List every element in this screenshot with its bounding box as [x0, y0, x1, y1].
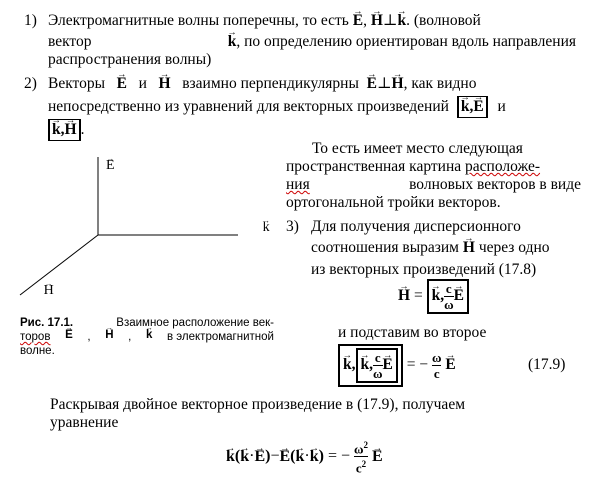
vector-H: → H	[371, 13, 383, 29]
bottom-paragraph: Раскрывая двойное векторное произведение в (17.9), получаем уравнение	[50, 396, 466, 431]
vector-k: → k	[398, 13, 407, 29]
vector-E: → E	[353, 13, 363, 29]
substitute-text: и подставим во второе	[338, 324, 487, 341]
cross-product-k-E: → k,→ E	[457, 96, 488, 118]
item-2-line-3: → k,→ H .	[48, 119, 84, 141]
item-2-line-2: непосредственно из уравнений для векторных произведений → k,→ E и	[48, 96, 576, 118]
label-k: → k	[263, 221, 270, 235]
equation-number: (17.9)	[528, 356, 566, 373]
label-H: → H	[44, 284, 54, 298]
equation-17-9: → k,→ k, $\frac{c}{\omega}$ → E = − $\frac{\omega}{c}$ → E	[338, 344, 456, 387]
item-2-line-1: Векторы → E и → H взаимно перпендикулярны → E⊥→ H, как видно	[48, 75, 576, 93]
item-1-number: 1)	[24, 12, 37, 29]
final-equation: → k(→ k·→ E)−→ E(→ k·→ k) = − $\frac{\omega^2}{c^2}$ → E	[226, 438, 383, 476]
label-E: → E	[106, 159, 115, 173]
cross-product-k-H: → k,→ H	[48, 119, 81, 141]
item-1-line-1: Электромагнитные волны поперечны, то есть → E, → H⊥→ k. (волновой	[48, 12, 576, 30]
equation-H: → H = → k, $\frac{c}{\omega}$ → E	[398, 279, 469, 314]
item-2-number: 2)	[24, 75, 37, 92]
axis-H	[20, 235, 98, 295]
item-1-line-2: вектор → k, по определению ориентирован вдоль направления	[48, 33, 576, 51]
right-paragraph: То есть имеет место следующая пространственная картина расположе- ния волновых векторов в виде ортогональной тройки векторов.	[286, 140, 581, 211]
figure-caption: Рис. 17.1. Взаимное расположение век- торов → E , → H , → k в электромагнитной волне.	[20, 316, 274, 358]
item-1-line-3: распространения волны)	[48, 51, 212, 68]
vector-k: → k	[228, 34, 237, 50]
